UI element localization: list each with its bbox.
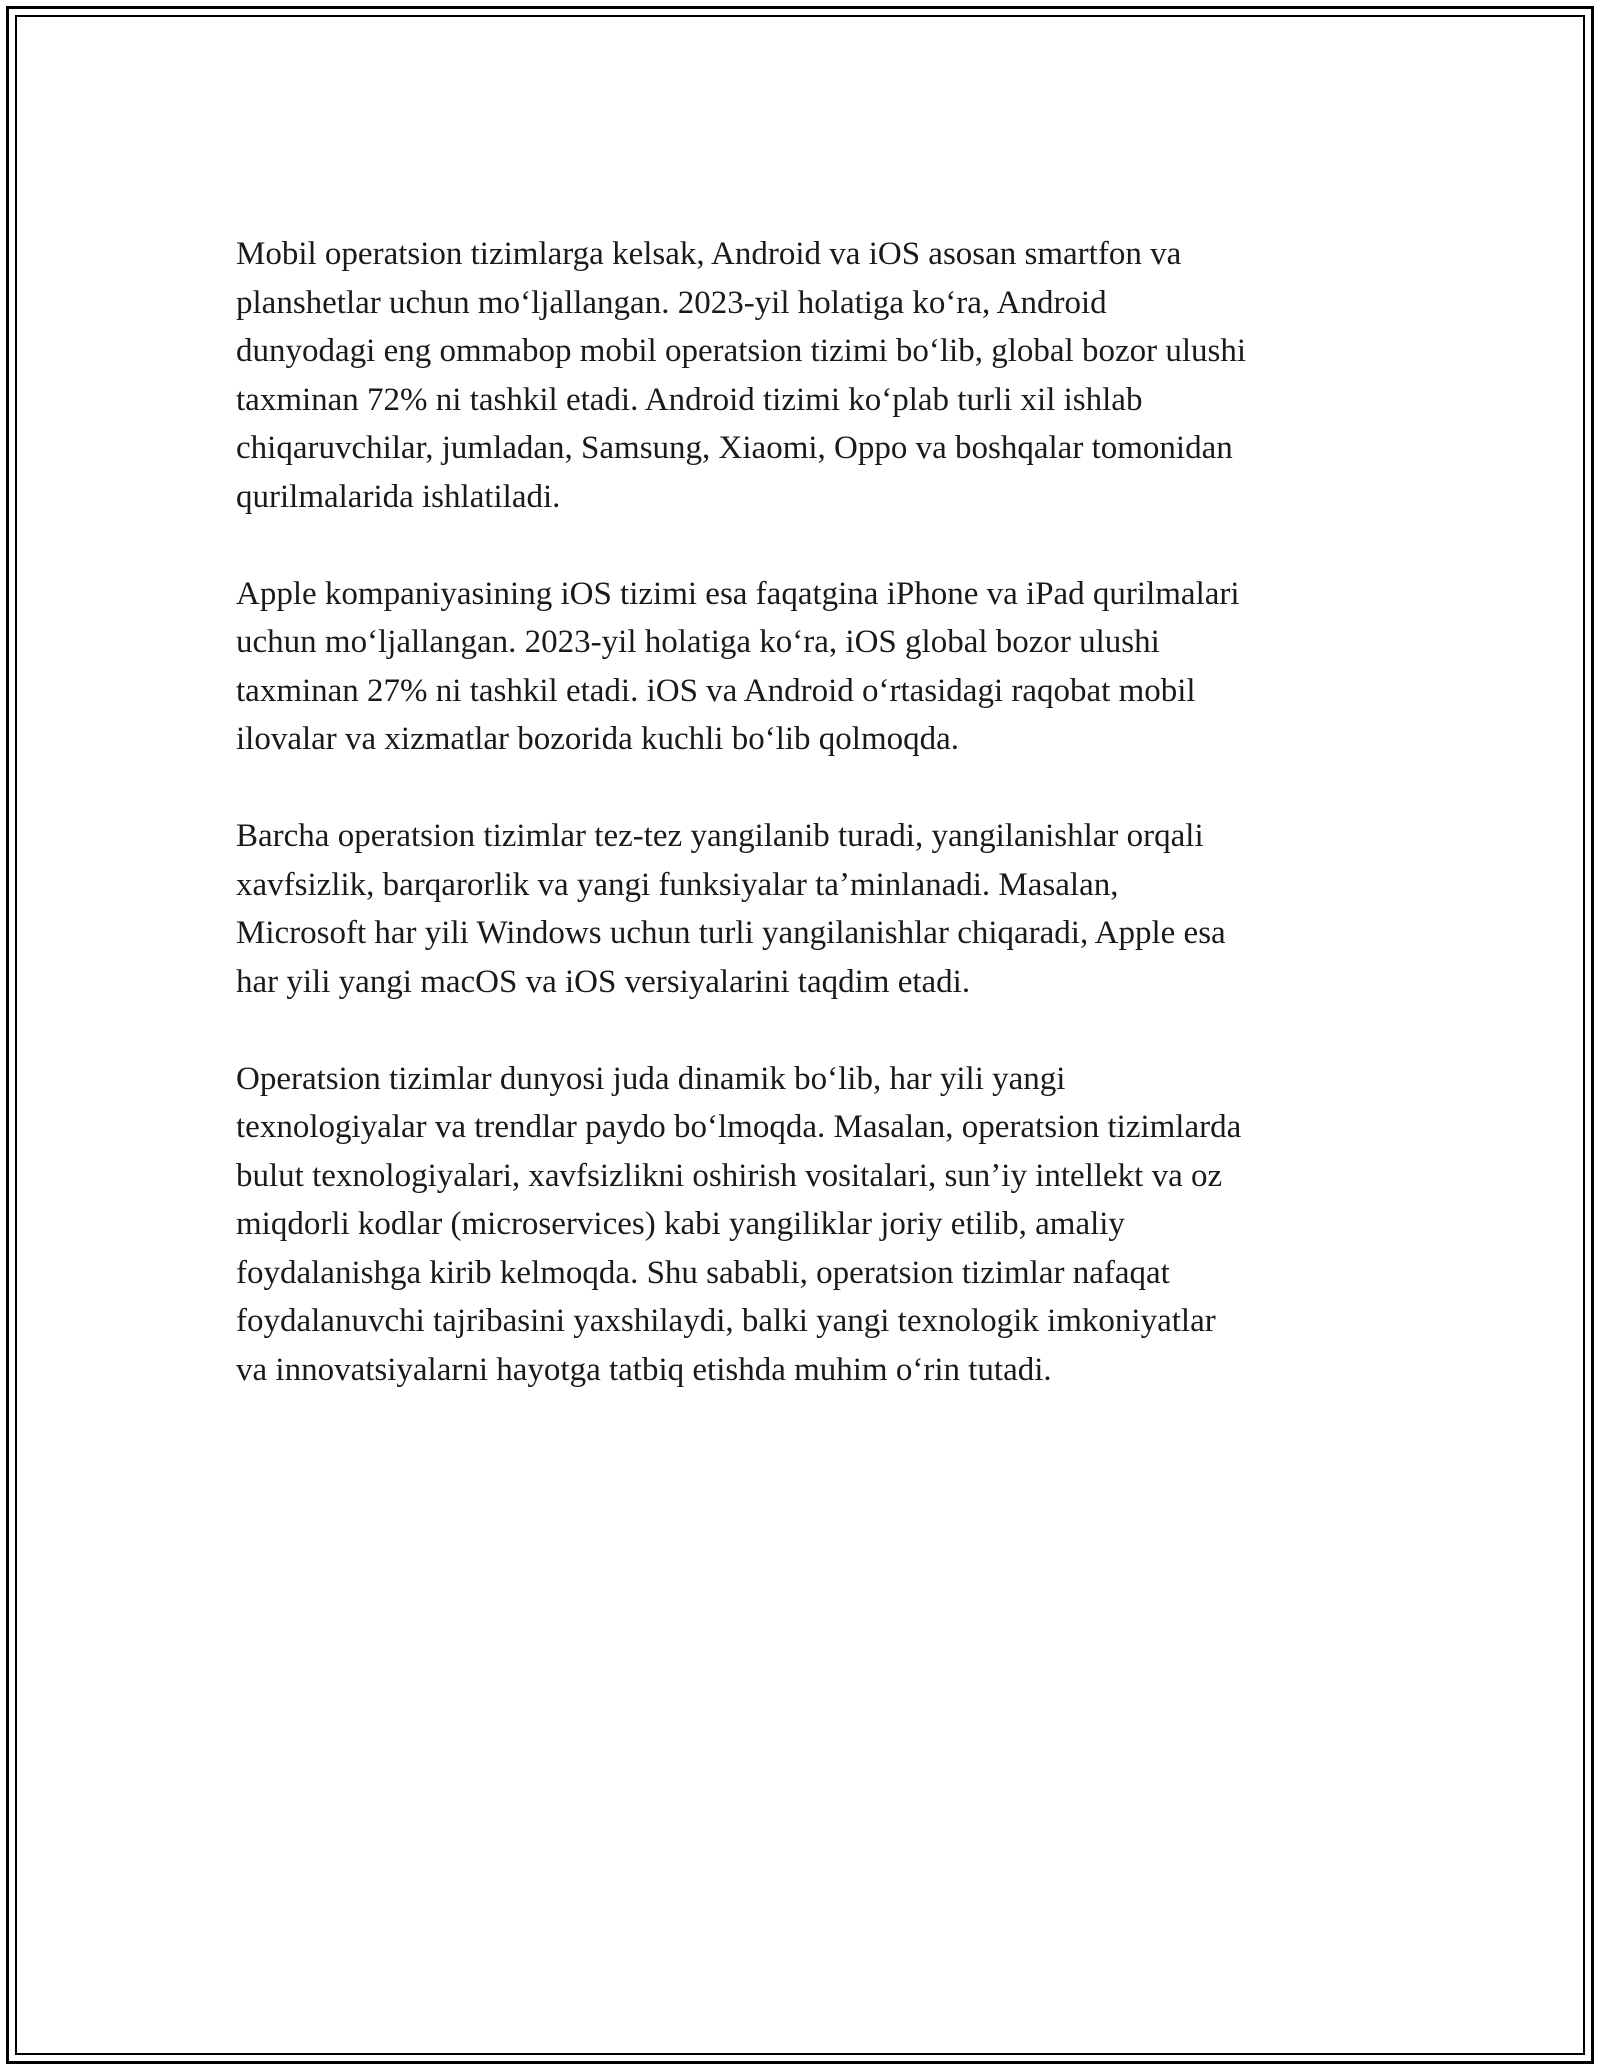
text-line: har yili yangi macOS va iOS versiyalarini taqdim etadi.: [236, 963, 971, 1000]
paragraph-ios: [236, 570, 1366, 764]
paragraph-mobile-os: [236, 230, 1366, 521]
paragraph-trends: [236, 1055, 1366, 1395]
text-line: Mobil operatsion tizimlarga kelsak, Android va iOS asosan smartfon va: [236, 236, 1182, 272]
text-line: foydalanuvchi tajribasini yaxshilaydi, balki yangi texnologik imkoniyatlar: [236, 1303, 1216, 1339]
text-line: miqdorli kodlar (microservices) kabi yangiliklar joriy etilib, amaliy: [236, 1206, 1125, 1242]
text-line: dunyodagi eng ommabop mobil operatsion tizimi boʻlib, global bozor ulushi: [236, 333, 1247, 369]
text-line: qurilmalarida ishlatiladi.: [236, 478, 561, 515]
text-line: ilovalar va xizmatlar bozorida kuchli boʻlib qolmoqda.: [236, 721, 960, 757]
text-line: Apple kompaniyasining iOS tizimi esa faqatgina iPhone va iPad qurilmalari: [236, 575, 1240, 612]
text-line: texnologiyalar va trendlar paydo boʻlmoqda. Masalan, operatsion tizimlarda: [236, 1109, 1242, 1145]
text-line: Barcha operatsion tizimlar tez-tez yangilanib turadi, yangilanishlar orqali: [236, 818, 1204, 854]
text-line: uchun moʻljallangan. 2023-yil holatiga koʻra, iOS global bozor ulushi: [236, 624, 1160, 660]
text-line: Microsoft har yili Windows uchun turli yangilanishlar chiqaradi, Apple esa: [236, 915, 1226, 951]
text-line: planshetlar uchun moʻljallangan. 2023-yil holatiga koʻra, Android: [236, 284, 1107, 321]
text-line: chiqaruvchilar, jumladan, Samsung, Xiaomi, Oppo va boshqalar tomonidan: [236, 430, 1233, 466]
text-line: taxminan 72% ni tashkil etadi. Android tizimi koʻplab turli xil ishlab: [236, 381, 1143, 418]
text-line: foydalanishga kirib kelmoqda. Shu sababli, operatsion tizimlar nafaqat: [236, 1254, 1170, 1291]
text-line: bulut texnologiyalari, xavfsizlikni oshirish vositalari, sunʼiy intellekt va oz: [236, 1157, 1223, 1194]
text-line: va innovatsiyalarni hayotga tatbiq etishda muhim oʻrin tutadi.: [236, 1351, 1052, 1388]
paragraph-updates: [236, 812, 1366, 1006]
text-line: xavfsizlik, barqarorlik va yangi funksiyalar taʼminlanadi. Masalan,: [236, 866, 1119, 903]
text-line: Operatsion tizimlar dunyosi juda dinamik boʻlib, har yili yangi: [236, 1060, 1066, 1097]
text-line: taxminan 27% ni tashkil etadi. iOS va Android oʻrtasidagi raqobat mobil: [236, 672, 1196, 709]
document-body: [236, 230, 1366, 1443]
